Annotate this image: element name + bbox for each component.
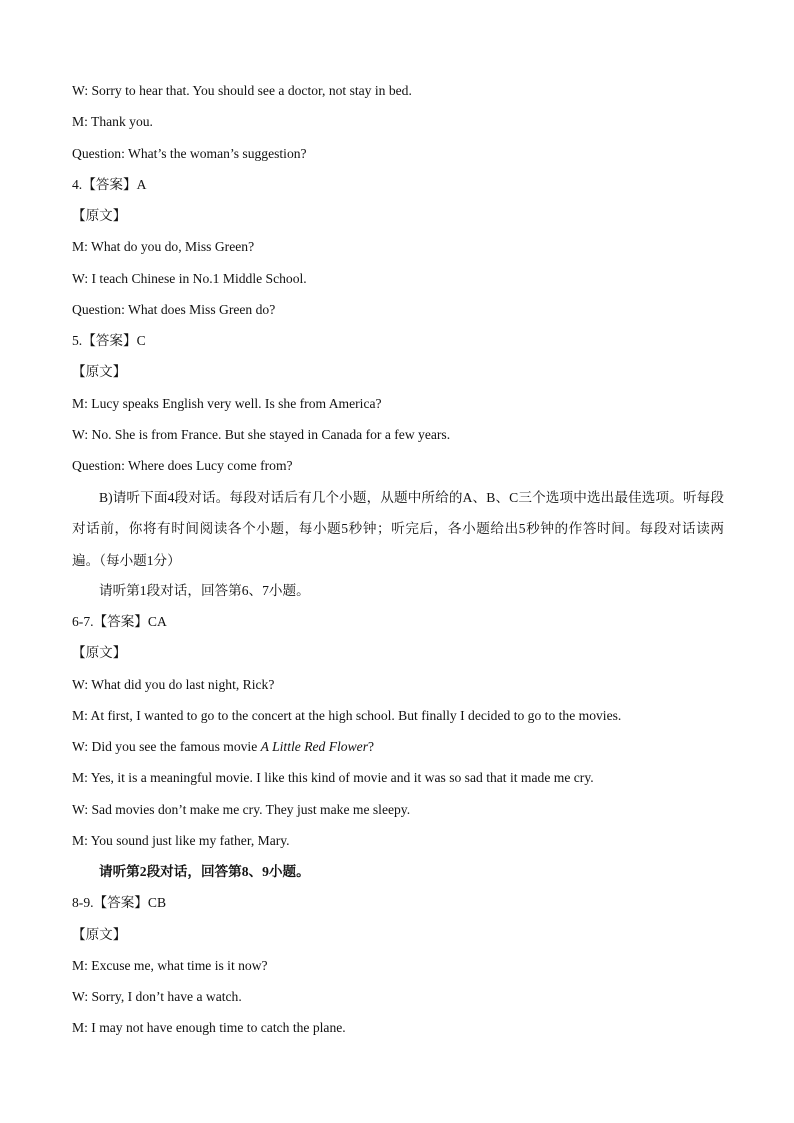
dialogue-line: M: At first, I wanted to go to the concert at the high school. But finally I decided to go to the movies. bbox=[72, 708, 622, 723]
dialogue-line: W: Sorry, I don’t have a watch. bbox=[72, 989, 242, 1004]
answer-heading: 8-9.【答案】CB bbox=[72, 895, 167, 910]
original-text-label: 【原文】 bbox=[72, 208, 127, 223]
dialogue-line: M: Yes, it is a meaningful movie. I like this kind of movie and it was so sad that it made me cry. bbox=[72, 770, 594, 785]
question-line: Question: Where does Lucy come from? bbox=[72, 458, 293, 473]
answer-heading: 6-7.【答案】CA bbox=[72, 614, 167, 629]
dialogue-line: M: Lucy speaks English very well. Is she from America? bbox=[72, 396, 382, 411]
question-line: Question: What’s the woman’s suggestion? bbox=[72, 146, 307, 161]
dialogue-line: W: No. She is from France. But she stayed in Canada for a few years. bbox=[72, 427, 451, 442]
original-text-label: 【原文】 bbox=[72, 645, 127, 660]
dialogue-line: M: Thank you. bbox=[72, 114, 153, 129]
dialogue-prompt: 请听第2段对话，回答第8、9小题。 bbox=[99, 864, 310, 879]
dialogue-line: M: I may not have enough time to catch the plane. bbox=[72, 1020, 346, 1035]
question-line: Question: What does Miss Green do? bbox=[72, 302, 276, 317]
dialogue-line: W: I teach Chinese in No.1 Middle School. bbox=[72, 271, 307, 286]
dialogue-text: W: Did you see the famous movie bbox=[72, 739, 261, 754]
dialogue-text: ? bbox=[368, 739, 375, 754]
answer-heading: 5.【答案】C bbox=[72, 333, 146, 348]
dialogue-line: W: What did you do last night, Rick? bbox=[72, 677, 275, 692]
dialogue-prompt: 请听第1段对话，回答第6、7小题。 bbox=[99, 583, 310, 598]
dialogue-line bbox=[72, 738, 374, 756]
original-text-label: 【原文】 bbox=[72, 364, 127, 379]
dialogue-line: M: What do you do, Miss Green? bbox=[72, 239, 255, 254]
original-text-label: 【原文】 bbox=[72, 927, 127, 942]
dialogue-line: W: Sorry to hear that. You should see a doctor, not stay in bed. bbox=[72, 83, 412, 98]
section-b-instructions: B)请听下面4段对话。每段对话后有几个小题，从题中所给的A、B、C三个选项中选出最佳选项。听每段对话前，你将有时间阅读各个小题，每小题5秒钟；听完后，各小题给出5秒钟的作答时间。每段对话读两遍。（每小题1分） bbox=[72, 490, 724, 568]
answer-heading: 4.【答案】A bbox=[72, 177, 147, 192]
dialogue-line: M: Excuse me, what time is it now? bbox=[72, 958, 268, 973]
movie-title: A Little Red Flower bbox=[260, 739, 368, 754]
dialogue-line: M: You sound just like my father, Mary. bbox=[72, 833, 290, 848]
dialogue-line: W: Sad movies don’t make me cry. They just make me sleepy. bbox=[72, 802, 411, 817]
